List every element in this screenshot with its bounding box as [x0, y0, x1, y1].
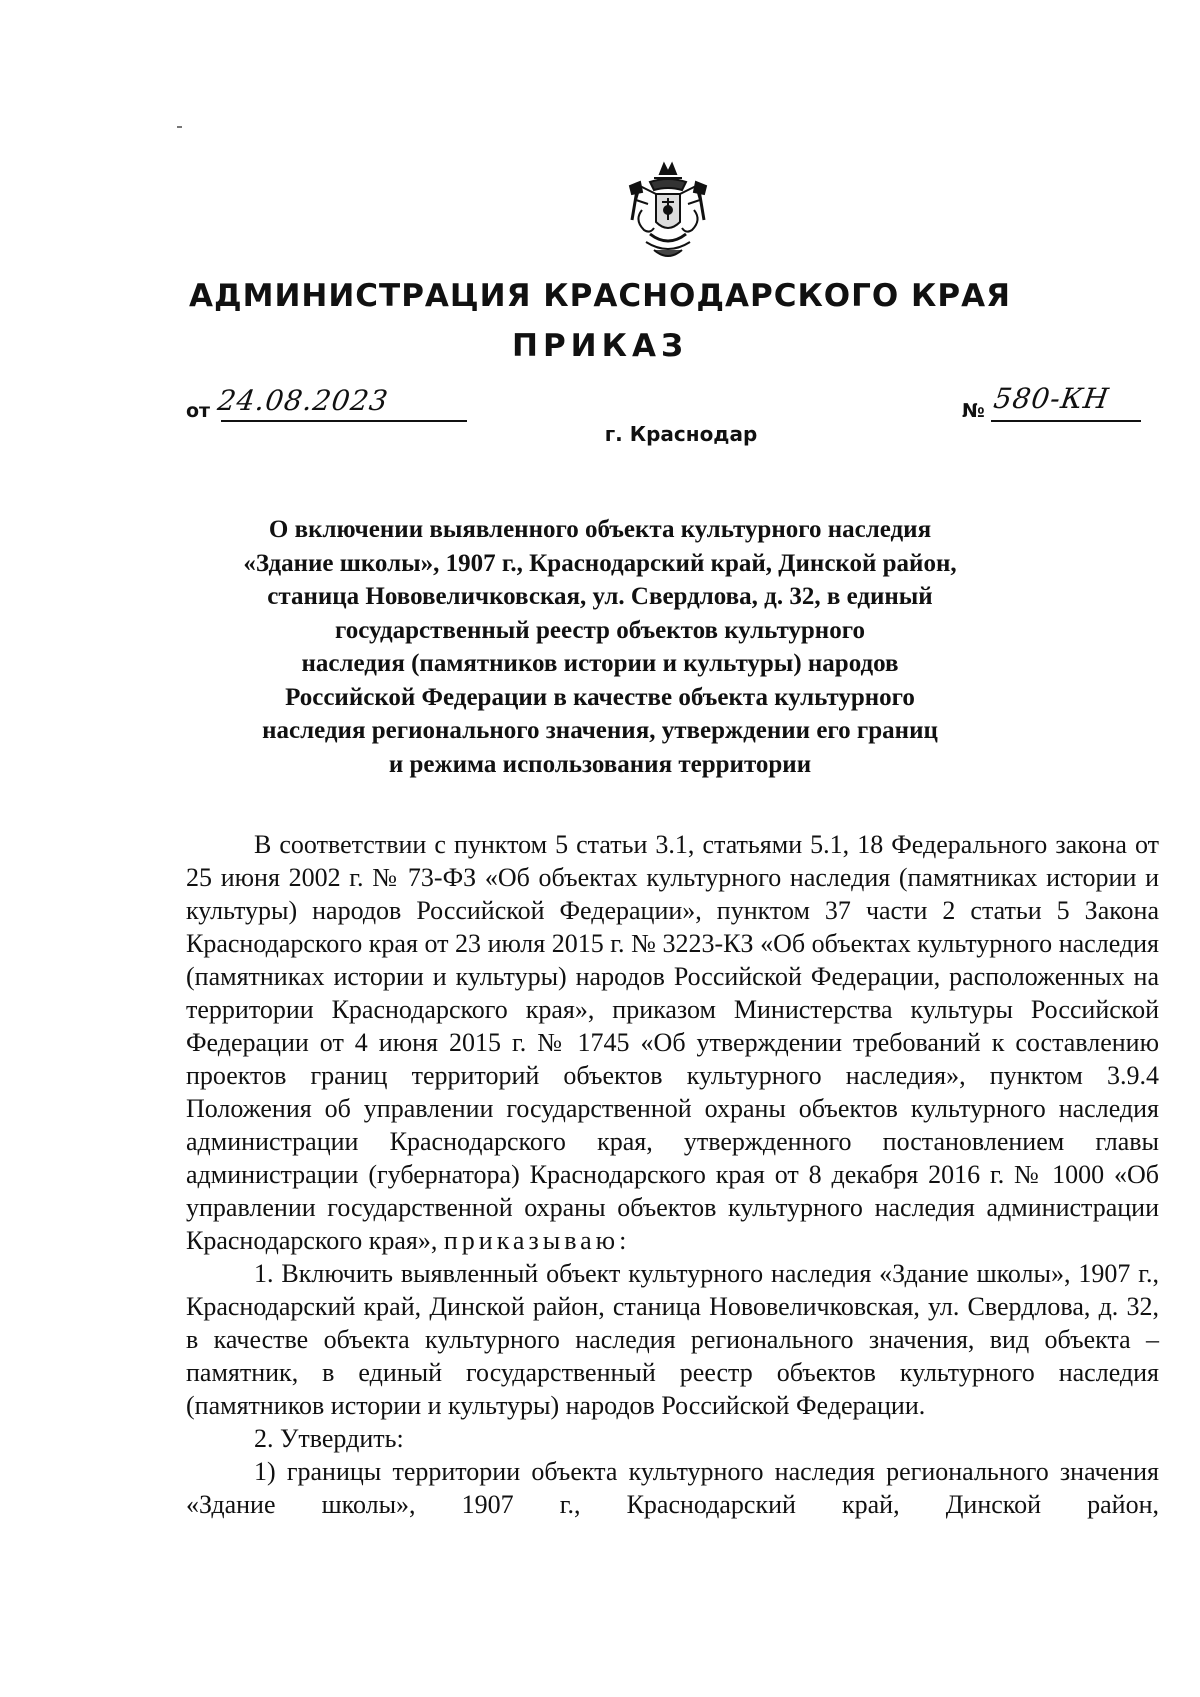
organization-name: АДМИНИСТРАЦИЯ КРАСНОДАРСКОГО КРАЯ	[189, 278, 1011, 314]
document-type: ПРИКАЗ	[512, 328, 688, 364]
date-value: 24.08.2023	[215, 384, 391, 417]
item-2-1-paragraph: 1) границы территории объекта культурного наследия регионального значения «Здание школы», 1907 г., Краснодарский край, Динской район,	[186, 1457, 1159, 1519]
item-2-paragraph: 2. Утвердить:	[254, 1424, 404, 1453]
number-value: 580-КН	[991, 382, 1112, 415]
item-1-paragraph: 1. Включить выявленный объект культурного наследия «Здание школы», 1907 г., Краснодарский край, Динской район, станица Нововеличковская, ул. Свердлова, д. 32, в качестве объекта культурного наследия регионального значения, вид объекта – памятник, в единый государственный реестр объектов культурного наследия (памятников истории и культуры) народов Российской Федерации.	[186, 1259, 1159, 1420]
number-label: №	[962, 400, 985, 422]
coat-of-arms-emblem	[620, 160, 716, 266]
title-line: станица Нововеличковская, ул. Свердлова, д. 32, в единый	[267, 583, 933, 610]
title-line: наследия регионального значения, утверждении его границ	[262, 717, 938, 744]
city: г. Краснодар	[604, 422, 758, 446]
title-line: О включении выявленного объекта культурного наследия	[268, 516, 932, 543]
scan-speck	[177, 126, 182, 128]
title-line: «Здание школы», 1907 г., Краснодарский край, Динской район,	[243, 549, 957, 577]
order-word: приказываю:	[443, 1226, 631, 1255]
title-line: наследия (памятников истории и культуры) народов	[301, 650, 899, 677]
title-line: и режима использования территории	[388, 750, 812, 778]
preamble-paragraph	[186, 828, 1159, 1257]
title-line: государственный реестр объектов культурного	[335, 616, 865, 644]
preamble-text: В соответствии с пунктом 5 статьи 3.1, статьями 5.1, 18 Федерального закона от 25 июня 2002 г. № 73-ФЗ «Об объектах культурного наследия (памятниках истории и культуры) народов Российской Федерации», пунктом 37 части 2 статьи 5 Закона Краснодарского края от 23 июля 2015 г. № 3223-КЗ «Об объектах культурного наследия (памятниках истории и культуры) народов Российской Федерации, расположенных на территории Краснодарского края», приказом Министерства культуры Российской Федерации от 4 июня 2015 г. № 1745 «Об утверждении требований к составлению проектов границ территорий объектов культурного наследия», пунктом 3.9.4 Положения об управлении государственной охраны объектов культурного наследия администрации Краснодарского края, утвержденного постановлением главы администрации (губернатора) Краснодарского края от 8 декабря 2016 г. № 1000 «Об управлении государственной охраны объектов культурного наследия администрации Краснодарского края»,	[186, 830, 1159, 1255]
document-body	[186, 828, 1159, 1521]
number-underline	[991, 420, 1141, 422]
date-label: от	[186, 400, 211, 422]
document-title	[130, 513, 1070, 781]
title-line: Российской Федерации в качестве объекта культурного	[285, 683, 915, 711]
